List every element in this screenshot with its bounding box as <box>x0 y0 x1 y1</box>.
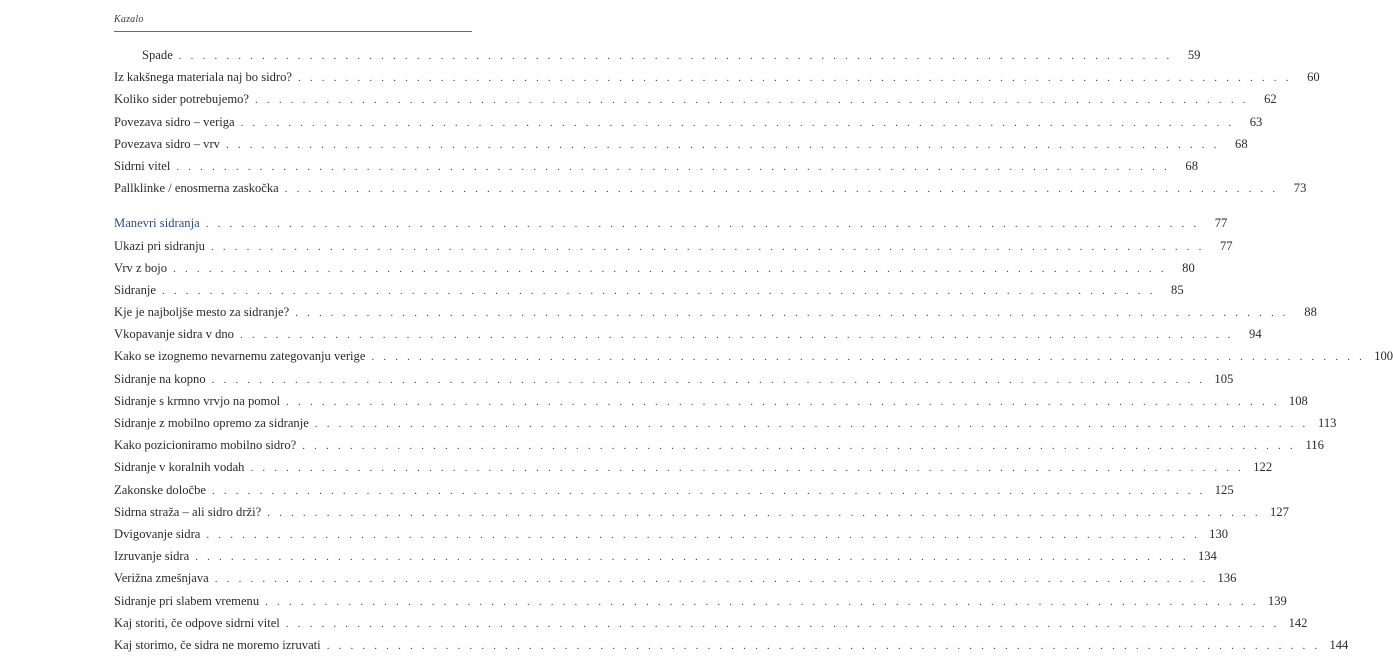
toc-entry-page: 130 <box>1209 526 1229 541</box>
toc-entry-title: Dvigovanje sidra <box>114 526 201 541</box>
dot-leader <box>162 280 1156 302</box>
toc-entry-page: 88 <box>1304 305 1317 320</box>
toc-entry-title: Koliko sider potrebujemo? <box>114 92 250 107</box>
toc-entry-page: 60 <box>1307 70 1320 85</box>
dot-leader <box>206 524 1200 546</box>
toc-entry-title: Sidranje <box>114 282 156 297</box>
toc-entry-title: Sidranje s krmno vrvjo na pomol <box>114 393 281 408</box>
toc-entry-page: 68 <box>1235 136 1248 151</box>
toc-entry-page: 80 <box>1182 260 1195 275</box>
toc-entry-page: 100 <box>1374 349 1393 364</box>
toc-entry[interactable] <box>114 257 1195 279</box>
toc-entry-page: 63 <box>1249 114 1263 129</box>
dot-leader <box>327 635 1321 657</box>
toc-entry[interactable] <box>114 111 1263 133</box>
toc-section-1 <box>114 44 1320 199</box>
toc-entry-title: Manevri sidranja <box>114 216 200 231</box>
toc-entry-title: Povezava sidro – vrv <box>114 136 220 151</box>
toc-entry[interactable] <box>114 368 1234 390</box>
toc-entry-page: 68 <box>1185 158 1198 173</box>
header-rule <box>114 31 472 32</box>
toc-entry[interactable] <box>114 501 1289 523</box>
toc-entry[interactable] <box>114 390 1308 412</box>
dot-leader <box>212 369 1206 391</box>
toc-entry-title: Sidranje z mobilno opremo za sidranje <box>114 416 309 430</box>
toc-entry-page: 108 <box>1288 393 1308 408</box>
dot-leader <box>265 591 1259 613</box>
toc-entry-page: 134 <box>1197 549 1217 564</box>
toc-entry[interactable] <box>114 612 1308 634</box>
toc-entry-page: 125 <box>1214 482 1234 497</box>
toc-entry[interactable] <box>114 567 1237 589</box>
toc-entry[interactable] <box>114 44 1201 66</box>
toc-entry-page: 122 <box>1253 460 1273 475</box>
dot-leader <box>286 613 1280 635</box>
toc-entry-page: 142 <box>1288 615 1308 630</box>
dot-leader <box>179 45 1173 67</box>
dot-leader <box>267 502 1261 524</box>
toc-entry[interactable] <box>114 155 1198 177</box>
toc-entry[interactable] <box>114 434 1324 456</box>
toc-entry-page: 139 <box>1267 593 1287 608</box>
toc-entry-title: Zakonske določbe <box>114 482 206 497</box>
dot-leader <box>302 435 1296 457</box>
toc-entry[interactable] <box>114 590 1287 612</box>
toc-entry-title: Kaj storiti, če odpove sidrni vitel <box>114 615 280 630</box>
toc-entry-title: Sidranje pri slabem vremenu <box>114 593 260 608</box>
toc-entry-title: Vkopavanje sidra v dno <box>114 327 234 342</box>
toc-entry-title: Kje je najboljše mesto za sidranje? <box>114 305 290 320</box>
toc-section-2 <box>114 235 1393 657</box>
toc-entry-page: 77 <box>1214 216 1228 231</box>
toc-entry[interactable] <box>114 545 1217 567</box>
dot-leader <box>176 156 1170 178</box>
dot-leader <box>286 391 1280 413</box>
toc-entry-title: Sidrni vitel <box>114 158 171 173</box>
toc-entry[interactable] <box>114 456 1273 478</box>
toc-entry[interactable] <box>114 235 1233 257</box>
toc-entry[interactable] <box>114 479 1234 501</box>
toc-entry[interactable] <box>114 323 1262 345</box>
toc-entry-page: 59 <box>1187 48 1201 62</box>
toc-entry-page: 77 <box>1220 238 1233 253</box>
dot-leader <box>173 258 1167 280</box>
toc-entry-page: 113 <box>1318 416 1337 430</box>
dot-leader <box>212 480 1206 502</box>
toc-entry-title: Kaj storimo, če sidra ne moremo izruvati <box>114 637 321 652</box>
toc-entry-title: Sidranje na kopno <box>114 371 206 386</box>
dot-leader <box>371 346 1365 368</box>
dot-leader <box>195 546 1189 568</box>
toc-entry[interactable] <box>114 345 1393 367</box>
dot-leader <box>315 413 1309 435</box>
toc-entry-title: Izruvanje sidra <box>114 549 190 564</box>
dot-leader <box>215 568 1209 590</box>
running-head: Kazalo <box>114 14 144 25</box>
toc-entry[interactable] <box>114 412 1337 434</box>
toc-entry-title: Povezava sidro – veriga <box>114 114 235 129</box>
toc-entry[interactable] <box>114 66 1320 88</box>
section-gap <box>114 199 472 212</box>
toc-entry-page: 85 <box>1171 282 1184 297</box>
toc-entry-page: 116 <box>1305 438 1324 453</box>
toc-entry-page: 73 <box>1293 181 1307 196</box>
toc-entry[interactable] <box>114 301 1317 323</box>
toc-entry[interactable] <box>114 279 1184 301</box>
toc-chapter-heading[interactable] <box>114 212 1228 234</box>
toc-entry-title: Sidranje v koralnih vodah <box>114 460 245 475</box>
toc-entry-title: Spade <box>142 48 173 62</box>
toc-entry-page: 136 <box>1217 571 1237 586</box>
toc-entry-title: Kako pozicioniramo mobilno sidro? <box>114 438 297 453</box>
toc-entry-page: 144 <box>1329 637 1349 652</box>
toc-entry-title: Ukazi pri sidranju <box>114 238 205 253</box>
dot-leader <box>298 67 1292 89</box>
toc-entry-page: 127 <box>1270 504 1289 519</box>
dot-leader <box>285 178 1279 200</box>
toc-entry-page: 94 <box>1249 327 1262 342</box>
dot-leader <box>241 112 1235 134</box>
toc-entry-title: Sidrna straža – ali sidro drži? <box>114 504 262 519</box>
table-of-contents <box>114 44 1393 656</box>
dot-leader <box>211 236 1205 258</box>
toc-entry-title: Kako se izognemo nevarnemu zategovanju verige <box>114 349 366 364</box>
dot-leader <box>255 89 1249 111</box>
toc-entry-title: Verižna zmešnjava <box>114 571 209 586</box>
toc-entry[interactable] <box>114 523 1229 545</box>
dot-leader <box>250 457 1244 479</box>
toc-entry[interactable] <box>114 634 1349 656</box>
toc-entry[interactable] <box>114 177 1307 199</box>
toc-entry-title: Iz kakšnega materiala naj bo sidro? <box>114 70 292 85</box>
dot-leader <box>240 324 1234 346</box>
toc-entry-title: Pallklinke / enosmerna zaskočka <box>114 181 279 196</box>
toc-entry-page: 62 <box>1264 92 1277 107</box>
dot-leader <box>295 302 1289 324</box>
toc-entry-page: 105 <box>1214 371 1234 386</box>
toc-entry-title: Vrv z bojo <box>114 260 168 275</box>
dot-leader <box>226 134 1220 156</box>
toc-entry[interactable] <box>114 88 1277 110</box>
dot-leader <box>206 213 1200 235</box>
toc-entry[interactable] <box>114 133 1248 155</box>
